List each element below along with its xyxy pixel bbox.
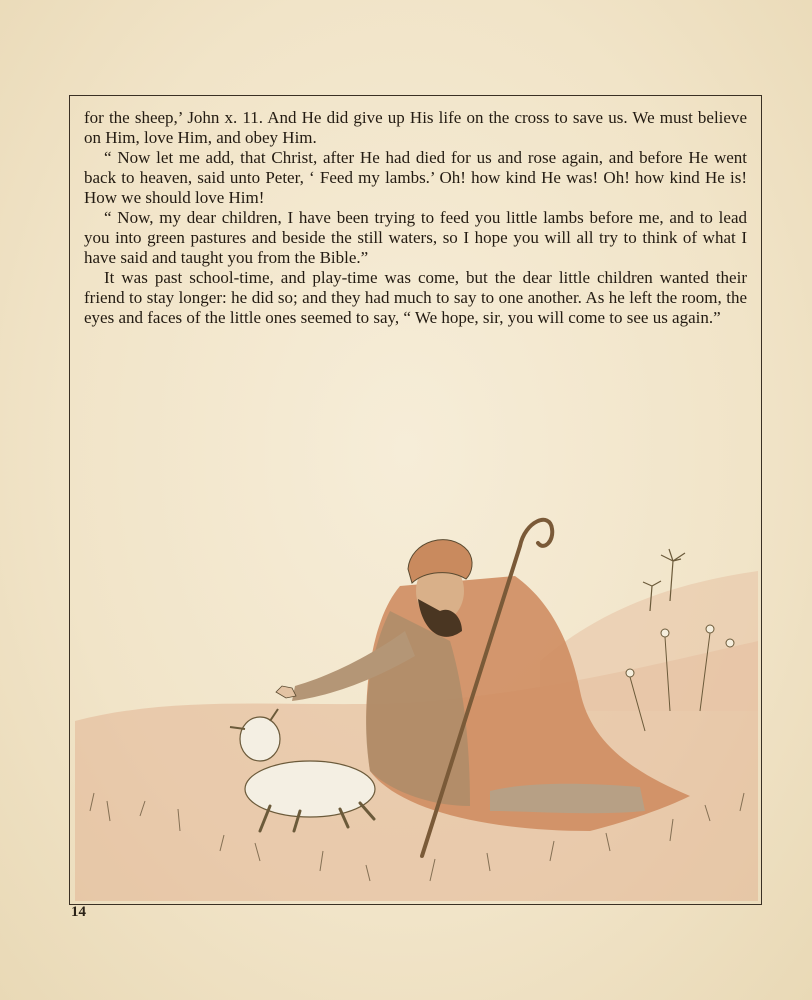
page-number: 14 (71, 904, 86, 920)
paragraph-1: for the sheep,’ John x. 11. And He did give up His life on the cross to save us. We must believe on Him, love Him, and obey Him. (84, 108, 747, 147)
page-frame (69, 95, 762, 905)
shepherd-leg (490, 784, 645, 813)
shepherd-illustration (70, 411, 760, 903)
paragraph-3: “ Now, my dear children, I have been trying to feed you little lambs before me, and to lead you into green pastures and beside the still waters, so I hope you will all try to think of what I have said and taught you from the Bible.” (84, 208, 747, 267)
paragraph-4: It was past school-time, and play-time was come, but the dear little children wanted their friend to stay longer: he did so; and they had much to say to one another. As he left the room, the eyes and faces of the little ones seemed to say, “ We hope, sir, you will come to see us again.” (84, 268, 747, 327)
body-text (84, 108, 747, 328)
lamb-body (245, 761, 375, 817)
paragraph-2: “ Now let me add, that Christ, after He had died for us and rose again, and before He went back to heaven, said unto Peter, ‘ Feed my lambs.’ Oh! how kind He was! Oh! how kind He is! How we should love Him! (84, 148, 747, 207)
shepherd-hand (276, 686, 296, 698)
lamb-head (240, 717, 280, 761)
